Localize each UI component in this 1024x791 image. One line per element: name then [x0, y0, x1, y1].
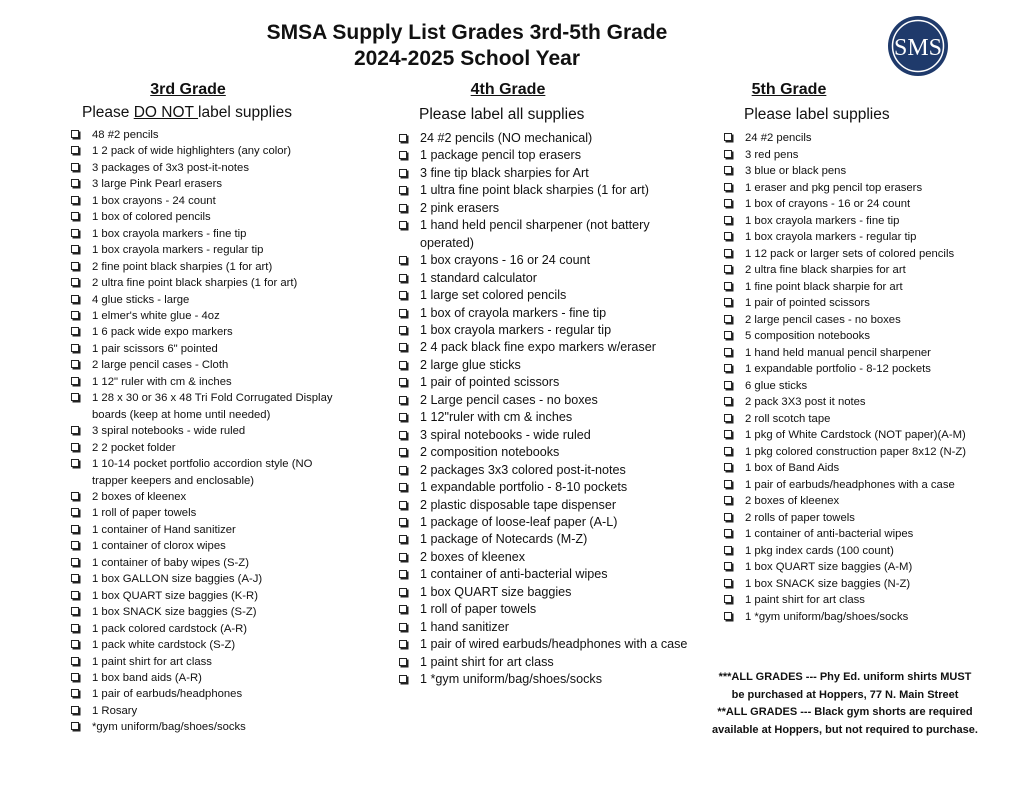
supply-item: 2 rolls of paper towels [721, 510, 1011, 527]
grade-3-note-suffix: label supplies [198, 104, 292, 121]
supply-item: *gym uniform/bag/shoes/socks [68, 719, 340, 735]
note-line-4: available at Hoppers, but not required to purchase. [712, 723, 978, 736]
supply-item: 1 eraser and pkg pencil top erasers [721, 180, 1011, 197]
supply-item: 1 *gym uniform/bag/shoes/socks [396, 671, 696, 688]
supply-item: 1 box band aids (A-R) [68, 670, 340, 686]
supply-item: 1 12"ruler with cm & inches [396, 409, 696, 426]
supply-item: 1 box of crayola markers - fine tip [396, 305, 696, 322]
supply-item: 1 pair of pointed scissors [396, 374, 696, 391]
supply-item: 1 ultra fine point black sharpies (1 for art) [396, 182, 696, 199]
supply-item: 3 large Pink Pearl erasers [68, 176, 340, 192]
supply-item: 1 hand held pencil sharpener (not battery operated) [396, 217, 696, 252]
supply-item: 1 box crayola markers - fine tip [68, 226, 340, 242]
supply-item: 2 composition notebooks [396, 444, 696, 461]
supply-item: 1 28 x 30 or 36 x 48 Tri Fold Corrugated Display boards (keep at home until needed) [68, 390, 340, 423]
supply-item: 1 box QUART size baggies [396, 584, 696, 601]
supply-item: 2 large pencil cases - Cloth [68, 357, 340, 373]
supply-item: 2 packages 3x3 colored post-it-notes [396, 462, 696, 479]
supply-item: 1 box of colored pencils [68, 209, 340, 225]
supply-item: 1 pkg colored construction paper 8x12 (N-Z) [721, 444, 1011, 461]
supply-item: 1 box of Band Aids [721, 460, 1011, 477]
supply-item: 1 6 pack wide expo markers [68, 324, 340, 340]
supply-item: 1 box crayola markers - regular tip [68, 242, 340, 258]
grade-4-heading: 4th Grade [470, 81, 546, 98]
supply-item: 1 paint shirt for art class [396, 654, 696, 671]
supply-item: 1 pack colored cardstock (A-R) [68, 621, 340, 637]
supply-item: 24 #2 pencils (NO mechanical) [396, 130, 696, 147]
note-line-3: **ALL GRADES --- Black gym shorts are required [717, 706, 973, 718]
supply-item: 1 box SNACK size baggies (S-Z) [68, 604, 340, 620]
grade-3-label-note [68, 103, 340, 122]
supply-item: 2 plastic disposable tape dispenser [396, 497, 696, 514]
supply-item: 2 boxes of kleenex [721, 493, 1011, 510]
grade-3-heading: 3rd Grade [150, 81, 226, 98]
supply-item: 2 4 pack black fine expo markers w/eraser [396, 339, 696, 356]
supply-item: 2 ultra fine point black sharpies (1 for art) [68, 275, 340, 291]
supply-item: 1 pair of earbuds/headphones [68, 686, 340, 702]
supply-item: 3 packages of 3x3 post-it-notes [68, 160, 340, 176]
supply-item: 1 standard calculator [396, 270, 696, 287]
supply-item: 1 expandable portfolio - 8-10 pockets [396, 479, 696, 496]
supply-item: 1 box crayola markers - fine tip [721, 213, 1011, 230]
supply-item: 1 container of baby wipes (S-Z) [68, 555, 340, 571]
supply-item: 1 *gym uniform/bag/shoes/socks [721, 609, 1011, 626]
supply-item: 1 box crayons - 24 count [68, 193, 340, 209]
supply-item: 1 hand held manual pencil sharpener [721, 345, 1011, 362]
logo-text: SMS [893, 35, 943, 61]
supply-item: 1 container of Hand sanitizer [68, 522, 340, 538]
supply-item: 1 roll of paper towels [396, 601, 696, 618]
all-grades-notes [690, 669, 1000, 739]
grade-3-column [68, 80, 340, 736]
supply-item: 1 package of loose-leaf paper (A-L) [396, 514, 696, 531]
supply-item: 2 roll scotch tape [721, 411, 1011, 428]
supply-item: 3 red pens [721, 147, 1011, 164]
grade-3-note-prefix: Please [82, 104, 134, 121]
supply-item: 1 pair of wired earbuds/headphones with a case [396, 636, 696, 653]
title-line-2: 2024-2025 School Year [353, 47, 581, 70]
supply-item: 1 paint shirt for art class [721, 592, 1011, 609]
sms-logo-icon [887, 15, 949, 77]
supply-item: 1 roll of paper towels [68, 505, 340, 521]
grade-5-heading: 5th Grade [751, 81, 827, 98]
supply-item: 1 package of Notecards (M-Z) [396, 531, 696, 548]
supply-item: 2 2 pocket folder [68, 440, 340, 456]
supply-item: 1 box GALLON size baggies (A-J) [68, 571, 340, 587]
supply-item: 3 fine tip black sharpies for Art [396, 165, 696, 182]
grade-4-label-note: Please label all supplies [419, 106, 585, 123]
supply-item: 1 box crayola markers - regular tip [721, 229, 1011, 246]
note-line-2: be purchased at Hoppers, 77 N. Main Street [731, 688, 959, 701]
supply-item: 24 #2 pencils [721, 130, 1011, 147]
supply-item: 2 ultra fine black sharpies for art [721, 262, 1011, 279]
supply-item: 48 #2 pencils [68, 127, 340, 143]
supply-item: 2 boxes of kleenex [396, 549, 696, 566]
supply-item: 2 boxes of kleenex [68, 489, 340, 505]
supply-item: 3 spiral notebooks - wide ruled [68, 423, 340, 439]
supply-item: 1 12 pack or larger sets of colored pencils [721, 246, 1011, 263]
supply-item: 3 spiral notebooks - wide ruled [396, 427, 696, 444]
supply-item: 2 large glue sticks [396, 357, 696, 374]
supply-item: 2 large pencil cases - no boxes [721, 312, 1011, 329]
supply-item: 1 pkg of White Cardstock (NOT paper)(A-M) [721, 427, 1011, 444]
supply-item: 1 fine point black sharpie for art [721, 279, 1011, 296]
supply-item: 2 pink erasers [396, 200, 696, 217]
grade-5-supply-list [721, 130, 1011, 625]
supply-item: 1 pair scissors 6" pointed [68, 341, 340, 357]
supply-item: 2 pack 3X3 post it notes [721, 394, 1011, 411]
supply-item: 1 elmer's white glue - 4oz [68, 308, 340, 324]
supply-item: 1 box crayons - 16 or 24 count [396, 252, 696, 269]
note-line-1: ***ALL GRADES --- Phy Ed. uniform shirts MUST [718, 671, 972, 683]
supply-item: 1 container of anti-bacterial wipes [721, 526, 1011, 543]
supply-item: 1 box SNACK size baggies (N-Z) [721, 576, 1011, 593]
grade-5-label-note: Please label supplies [744, 106, 890, 123]
supply-item: 1 pkg index cards (100 count) [721, 543, 1011, 560]
supply-item: 6 glue sticks [721, 378, 1011, 395]
supply-item: 1 Rosary [68, 703, 340, 719]
supply-item: 1 pair of earbuds/headphones with a case [721, 477, 1011, 494]
grade-4-supply-list [396, 130, 696, 689]
supply-item: 1 large set colored pencils [396, 287, 696, 304]
supply-item: 1 box of crayons - 16 or 24 count [721, 196, 1011, 213]
supply-item: 5 composition notebooks [721, 328, 1011, 345]
supply-item: 1 hand sanitizer [396, 619, 696, 636]
supply-item: 1 box QUART size baggies (A-M) [721, 559, 1011, 576]
supply-item: 1 paint shirt for art class [68, 654, 340, 670]
supply-item: 1 pair of pointed scissors [721, 295, 1011, 312]
supply-item: 3 blue or black pens [721, 163, 1011, 180]
supply-item: 1 expandable portfolio - 8-12 pockets [721, 361, 1011, 378]
grade-3-supply-list [68, 127, 340, 736]
supply-item: 1 box QUART size baggies (K-R) [68, 588, 340, 604]
page-title [0, 20, 934, 72]
grade-4-column [396, 80, 696, 689]
supply-item: 2 Large pencil cases - no boxes [396, 392, 696, 409]
supply-item: 1 10-14 pocket portfolio accordion style (NO trapper keepers and enclosable) [68, 456, 340, 489]
supply-item: 2 fine point black sharpies (1 for art) [68, 259, 340, 275]
supply-item: 1 container of anti-bacterial wipes [396, 566, 696, 583]
supply-item: 1 box crayola markers - regular tip [396, 322, 696, 339]
supply-item: 1 package pencil top erasers [396, 147, 696, 164]
supply-item: 4 glue sticks - large [68, 292, 340, 308]
grade-3-note-emphasis: DO NOT [133, 104, 199, 121]
title-line-1: SMSA Supply List Grades 3rd-5th Grade [266, 21, 668, 44]
supply-item: 1 2 pack of wide highlighters (any color) [68, 143, 340, 159]
supply-item: 1 container of clorox wipes [68, 538, 340, 554]
supply-item: 1 pack white cardstock (S-Z) [68, 637, 340, 653]
grade-5-column [721, 80, 1011, 625]
supply-item: 1 12" ruler with cm & inches [68, 374, 340, 390]
